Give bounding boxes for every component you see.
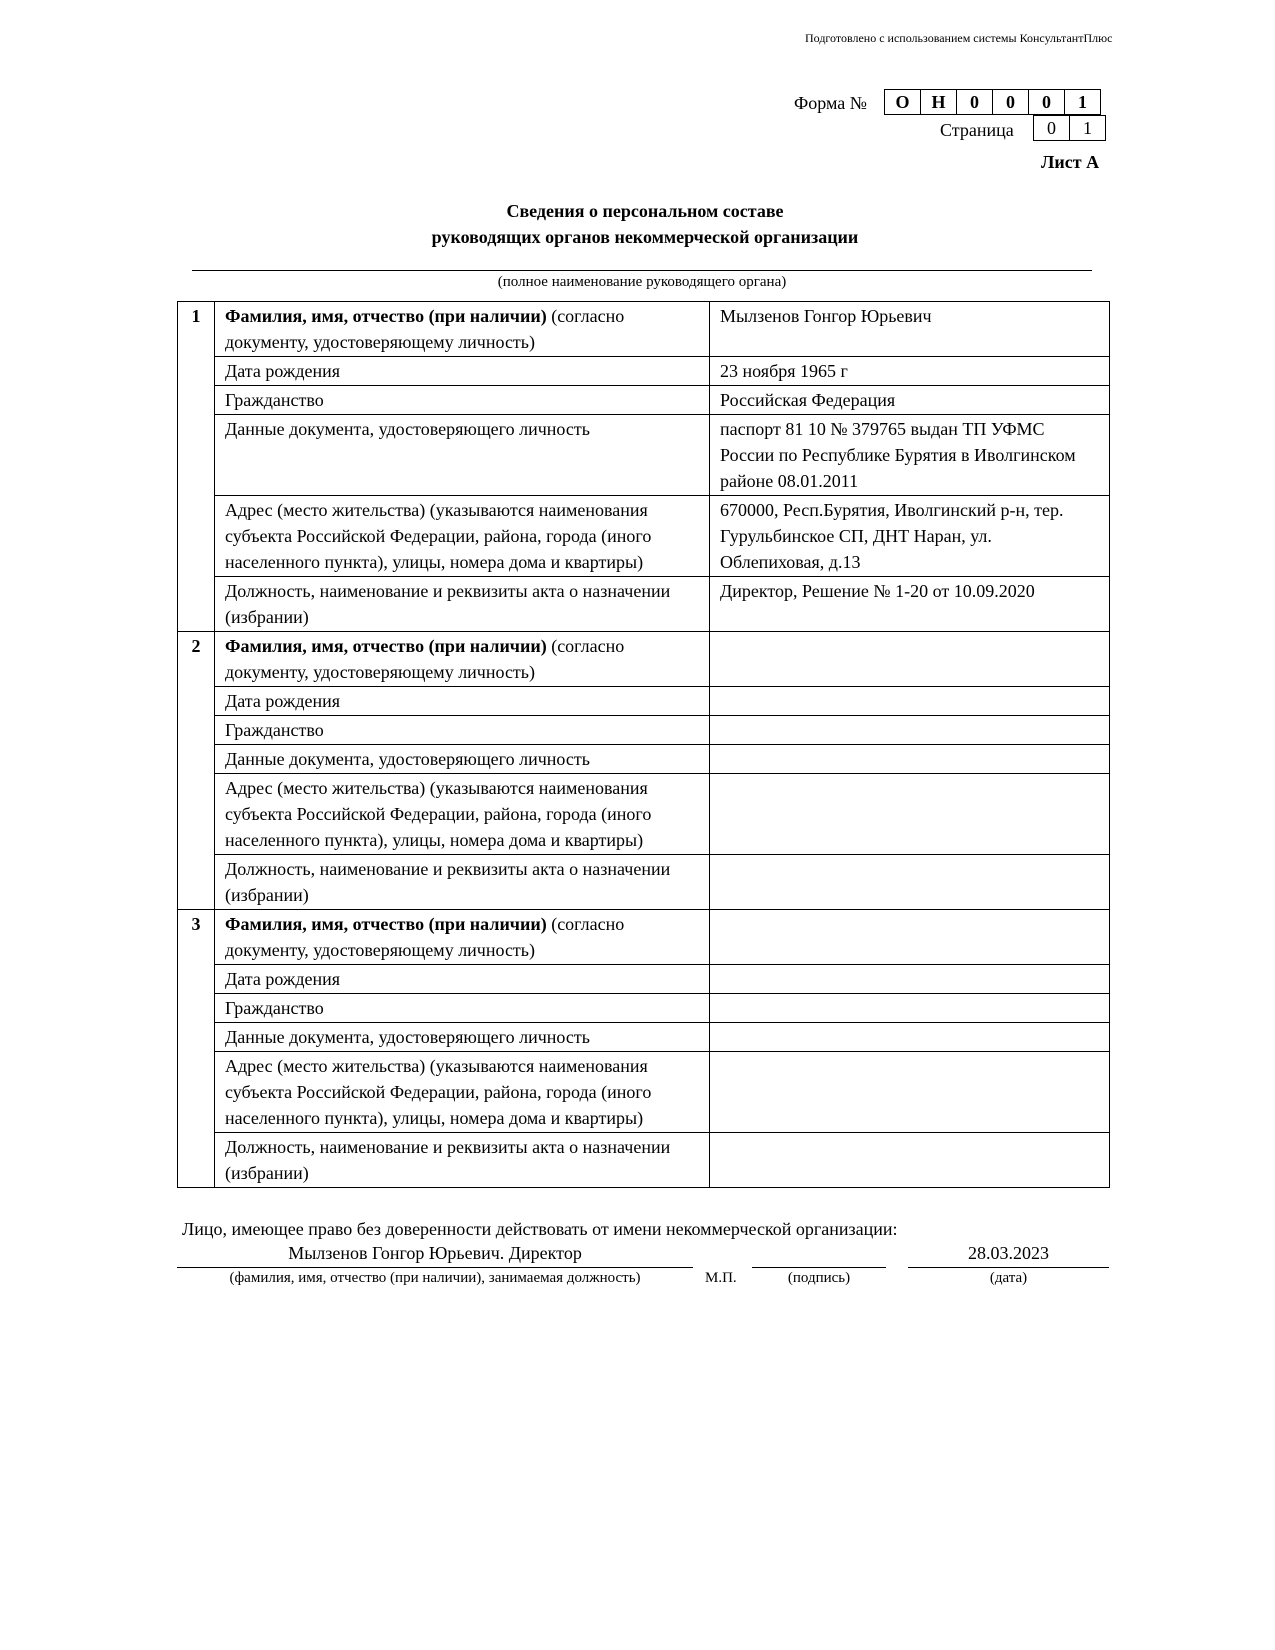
field-value-citizenship <box>710 994 1110 1023</box>
person-number: 3 <box>178 910 215 965</box>
stamp-place-caption: М.П. <box>705 1270 737 1286</box>
person-number <box>178 1023 215 1052</box>
field-label: Должность, наименование и реквизиты акта о назначении (избрании) <box>215 855 710 910</box>
field-label: Гражданство <box>215 386 710 415</box>
body-name-caption: (полное наименование руководящего органа) <box>497 274 787 290</box>
fio-label-rest: (согласно документу, удостоверяющему личность) <box>225 306 625 352</box>
field-label: Должность, наименование и реквизиты акта о назначении (избрании) <box>215 1133 710 1188</box>
form-code-cell: 0 <box>993 90 1029 115</box>
person-number <box>178 855 215 910</box>
signer-name-line <box>177 1267 693 1268</box>
field-value-id-doc <box>710 745 1110 774</box>
field-label: Дата рождения <box>215 687 710 716</box>
table-row <box>178 386 1110 415</box>
table-row <box>178 496 1110 577</box>
field-value-fio <box>710 632 1110 687</box>
field-value-fio: Мылзенов Гонгор Юрьевич <box>710 302 1110 357</box>
table-row <box>178 745 1110 774</box>
person-number: 1 <box>178 302 215 357</box>
field-label <box>215 910 710 965</box>
field-label: Гражданство <box>215 994 710 1023</box>
person-number <box>178 415 215 496</box>
page-number-cell: 1 <box>1070 116 1106 141</box>
page-number-cell: 0 <box>1034 116 1070 141</box>
field-label <box>215 302 710 357</box>
field-label: Данные документа, удостоверяющего личность <box>215 415 710 496</box>
field-value-birth: 23 ноября 1965 г <box>710 357 1110 386</box>
form-code-cell: Н <box>921 90 957 115</box>
fio-label-bold: Фамилия, имя, отчество (при наличии) <box>225 306 547 326</box>
field-value-address <box>710 774 1110 855</box>
sheet-label: Лист А <box>1041 152 1100 172</box>
person-number <box>178 687 215 716</box>
document-title <box>180 198 1110 250</box>
form-code-cell: О <box>885 90 921 115</box>
field-value-position <box>710 855 1110 910</box>
field-label: Адрес (место жительства) (указываются наименования субъекта Российской Федерации, района, города (иного населенного пункта), улицы, номера дома и квартиры) <box>215 1052 710 1133</box>
field-value-birth <box>710 687 1110 716</box>
table-row <box>178 965 1110 994</box>
field-label <box>215 632 710 687</box>
page-number-boxes <box>1033 115 1106 141</box>
signature-date: 28.03.2023 <box>968 1243 1049 1263</box>
form-code-cell: 1 <box>1065 90 1101 115</box>
date-line <box>908 1267 1109 1268</box>
title-line-1: Сведения о персональном составе <box>506 201 784 221</box>
field-label: Адрес (место жительства) (указываются наименования субъекта Российской Федерации, района, города (иного населенного пункта), улицы, номера дома и квартиры) <box>215 774 710 855</box>
field-value-address <box>710 1052 1110 1133</box>
form-code-cell: 0 <box>957 90 993 115</box>
table-row <box>178 1052 1110 1133</box>
signer-name-caption: (фамилия, имя, отчество (при наличии), занимаемая должность) <box>229 1270 641 1286</box>
fio-label-rest: (согласно документу, удостоверяющему личность) <box>225 636 625 682</box>
persons-table <box>177 301 1110 1188</box>
body-name-line <box>192 270 1092 271</box>
table-row <box>178 994 1110 1023</box>
field-label: Должность, наименование и реквизиты акта о назначении (избрании) <box>215 577 710 632</box>
person-number <box>178 965 215 994</box>
fio-label-rest: (согласно документу, удостоверяющему личность) <box>225 914 625 960</box>
field-label: Данные документа, удостоверяющего личность <box>215 1023 710 1052</box>
field-value-fio <box>710 910 1110 965</box>
field-value-position: Директор, Решение № 1-20 от 10.09.2020 <box>710 577 1110 632</box>
field-value-address: 670000, Респ.Бурятия, Иволгинский р-н, тер. Гурульбинское СП, ДНТ Наран, ул. Облепиховая, д.13 <box>710 496 1110 577</box>
field-value-citizenship: Российская Федерация <box>710 386 1110 415</box>
person-number <box>178 357 215 386</box>
fio-label-bold: Фамилия, имя, отчество (при наличии) <box>225 914 547 934</box>
date-caption: (дата) <box>989 1270 1028 1286</box>
authority-text: Лицо, имеющее право без доверенности действовать от имени некоммерческой организации: <box>182 1219 898 1239</box>
field-label: Гражданство <box>215 716 710 745</box>
form-code-boxes <box>884 89 1101 115</box>
table-row <box>178 577 1110 632</box>
table-row <box>178 1133 1110 1188</box>
table-row <box>178 716 1110 745</box>
person-number <box>178 386 215 415</box>
table-row <box>178 415 1110 496</box>
person-number <box>178 994 215 1023</box>
person-number: 2 <box>178 632 215 687</box>
person-number <box>178 496 215 577</box>
field-value-birth <box>710 965 1110 994</box>
title-line-2: руководящих органов некоммерческой организации <box>431 227 859 247</box>
field-label: Дата рождения <box>215 965 710 994</box>
table-row <box>178 687 1110 716</box>
table-row <box>178 632 1110 687</box>
signature-caption: (подпись) <box>787 1270 851 1286</box>
person-number <box>178 745 215 774</box>
table-row <box>178 855 1110 910</box>
person-number <box>178 1133 215 1188</box>
signer-name-position: Мылзенов Гонгор Юрьевич. Директор <box>288 1243 582 1263</box>
table-row <box>178 910 1110 965</box>
field-label: Дата рождения <box>215 357 710 386</box>
page-label: Страница <box>940 120 1014 140</box>
field-label: Адрес (место жительства) (указываются наименования субъекта Российской Федерации, района, города (иного населенного пункта), улицы, номера дома и квартиры) <box>215 496 710 577</box>
person-number <box>178 774 215 855</box>
table-row <box>178 357 1110 386</box>
table-row <box>178 302 1110 357</box>
signature-line <box>752 1267 886 1268</box>
table-row <box>178 1023 1110 1052</box>
field-label: Данные документа, удостоверяющего личность <box>215 745 710 774</box>
person-number <box>178 716 215 745</box>
field-value-id-doc <box>710 1023 1110 1052</box>
field-value-id-doc: паспорт 81 10 № 379765 выдан ТП УФМС России по Республике Бурятия в Иволгинском районе 08.01.2011 <box>710 415 1110 496</box>
fio-label-bold: Фамилия, имя, отчество (при наличии) <box>225 636 547 656</box>
person-number <box>178 1052 215 1133</box>
form-code-cell: 0 <box>1029 90 1065 115</box>
field-value-position <box>710 1133 1110 1188</box>
form-number-label: Форма № <box>794 93 867 113</box>
person-number <box>178 577 215 632</box>
header-note: Подготовлено с использованием системы КонсультантПлюс <box>805 31 1113 45</box>
field-value-citizenship <box>710 716 1110 745</box>
table-row <box>178 774 1110 855</box>
